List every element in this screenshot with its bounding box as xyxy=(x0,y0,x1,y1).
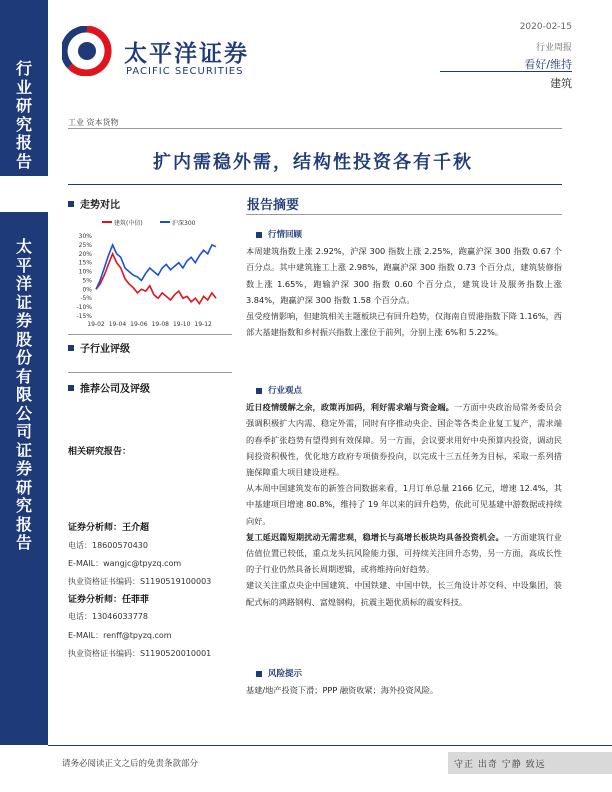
trend-chart xyxy=(62,210,232,335)
sidebar-bottom-label: 太 平 洋 证 券 股 份 有 限 公 司 证 券 研 究 报 告 xyxy=(15,237,32,552)
view-heading: 行业观点 xyxy=(268,386,303,396)
bullet-square-icon xyxy=(68,385,74,391)
footer-disclaimer: 请务必阅读正文之后的免责条款部分 xyxy=(62,759,199,769)
category-line: 工业 资本货物 xyxy=(68,118,119,127)
bullet-square-icon xyxy=(68,201,74,207)
title-rule xyxy=(68,184,562,185)
trend-heading-text: 走势对比 xyxy=(80,200,120,211)
y-tick-label: 0% xyxy=(82,286,92,294)
y-tick-label: -15% xyxy=(76,313,92,320)
view-p3-lead: 复工延迟篇短期扰动无需悲观，稳增长与高增长板块均具备投资机会。 xyxy=(246,531,504,542)
footer-motto: 守正 出奇 宁静 致远 xyxy=(454,760,546,770)
view-paragraph-4: 建议关注重点央企中国建筑、中国铁建、中国中铁，长三角设计苏交科、中设集团，装配式标的鸿路钢构、富煌钢构，抗震主题优质标的震安科技。 xyxy=(246,580,562,607)
left-sidebar xyxy=(0,0,48,745)
x-tick-label: 19-02 xyxy=(87,321,105,328)
market-paragraph-1: 本周建筑指数上涨 2.92%，沪深 300 指数上涨 2.25%，跑赢沪深 300 指数 0.67 个百分点。其中建筑施工上涨 2.98%，跑赢沪深 300 指数 0.73 个百分点，建筑装修指数上涨 1.65%，跑输沪深 300 指数 0.60 个百分点，建筑设计及服务指数上涨 3.84%，跑赢沪深 300 指数 1.58 个百分点。 xyxy=(246,246,562,305)
view-p1-body: 一方面中央政治局常务委员会强调积极扩大内需、稳定外需，同时有序推动央企、国企等各类企业复工复产，需求端的春季扩张趋势有望得到有效保障。另一方面，会议要求用好中央预算内投资，调动民间投资积极性，优化地方政府专项债券投向，以完成十三五任务为目标，采取一系列措施保障重大项目建设进程。 xyxy=(246,402,562,478)
legend-label: 建筑(中信) xyxy=(114,220,143,227)
legend-label: 沪深300 xyxy=(172,220,196,227)
view-paragraph-2: 从本周中国建筑发布的新签合同数据来看，1月订单总量 2166 亿元，增速 12.4%，其中基建项目增速 80.8%，维持了 19 年以来的回升趋势，依此可见基建中游数据或持续向好。 xyxy=(246,483,562,526)
report-type: 行业周报 xyxy=(535,43,572,53)
y-tick-label: 30% xyxy=(78,233,92,240)
view-paragraph-1 xyxy=(246,399,562,480)
y-tick-label: 25% xyxy=(78,241,92,249)
x-tick-label: 19-08 xyxy=(151,321,170,328)
sector: 建筑 xyxy=(550,77,572,90)
rating: 看好/维持 xyxy=(524,58,572,71)
view-paragraph-3 xyxy=(246,529,562,578)
analyst2-phone: 电话：13046033778 xyxy=(68,612,148,621)
logo-chinese-name: 太平洋证券 xyxy=(124,41,249,67)
bullet-square-icon xyxy=(68,345,74,351)
x-tick-label: 19-12 xyxy=(194,321,212,328)
sub-rating-heading-text: 子行业评级 xyxy=(80,344,130,355)
x-tick-label: 19-06 xyxy=(130,321,148,328)
recommend-heading-text: 推荐公司及评级 xyxy=(80,384,150,395)
analyst2-name: 证券分析师：任菲菲 xyxy=(68,595,150,605)
footer-rule xyxy=(48,745,612,746)
analyst1-cert: 执业资格证书编码：S1190519100003 xyxy=(68,577,212,586)
y-tick-label: 20% xyxy=(78,250,92,258)
risk-section xyxy=(246,665,562,698)
y-tick-label: 10% xyxy=(78,268,92,276)
recommend-rule xyxy=(68,372,232,373)
series-line xyxy=(96,245,216,289)
related-reports: 相关研究报告： xyxy=(68,447,132,457)
analyst2-email[interactable]: E-MAIL：renff@tpyzq.com xyxy=(68,631,172,640)
analyst2-cert: 执业资格证书编码：S1190520010001 xyxy=(68,649,212,658)
analyst1-name: 证券分析师：王介超 xyxy=(68,523,150,533)
x-tick-label: 19-10 xyxy=(172,321,191,328)
sidebar-top-label: 行 业 研 究 报 告 xyxy=(15,59,32,171)
market-paragraph-2: 虽受疫情影响，但建筑相关主题板块已有回升趋势，仅海南自贸港指数下降 1.16%，西部大基建指数和乡村振兴指数上涨位于前列，分别上涨 6%和 5.22%。 xyxy=(246,311,562,338)
view-p1-lead: 近日疫情缓解之余，政策再加码，利好需求端与资金端。 xyxy=(246,402,454,413)
y-tick-label: -5% xyxy=(80,295,92,303)
footer-motto-box xyxy=(448,752,612,774)
company-logo-icon xyxy=(62,26,112,76)
x-tick-label: 19-04 xyxy=(108,321,127,328)
analyst1-email[interactable]: E-MAIL：wangjc@tpyzq.com xyxy=(68,559,182,568)
view-section xyxy=(246,382,562,610)
header-rule xyxy=(440,71,572,72)
analyst1-phone: 电话：18600570430 xyxy=(68,541,148,550)
bullet-square-icon xyxy=(256,671,262,677)
y-tick-label: 15% xyxy=(78,259,92,267)
page-title: 扩内需稳外需，结构性投资各有千秋 xyxy=(153,152,473,173)
logo-english-name: PACIFIC SECURITIES xyxy=(126,66,244,77)
bullet-square-icon xyxy=(256,388,262,394)
series-line xyxy=(96,254,216,304)
market-heading: 行情回顾 xyxy=(268,230,303,240)
sub-rating-heading xyxy=(68,337,130,356)
risk-text: 基建/地产投资下滑；PPP 融资收紧；海外投资风险。 xyxy=(246,685,439,696)
market-section xyxy=(246,226,562,340)
bullet-square-icon xyxy=(256,232,262,238)
abstract-heading: 报告摘要 xyxy=(247,198,300,213)
abstract-rule xyxy=(246,214,562,215)
recommend-heading xyxy=(68,377,150,396)
y-tick-label: -10% xyxy=(76,304,92,312)
sub-rating-rule xyxy=(68,334,232,335)
category-rule xyxy=(68,128,562,129)
y-tick-label: 5% xyxy=(82,277,92,285)
sidebar-separator xyxy=(0,176,48,212)
view-p3-body: 一方面建筑行业估值位置已较低，重点龙头抗风险能力强，可持续关注回升态势，另一方面，高成长性的子行业仍然具备长周期逻辑，或将维持向好趋势。 xyxy=(246,531,562,575)
report-date: 2020-02-15 xyxy=(519,22,572,32)
risk-heading: 风险提示 xyxy=(268,669,303,679)
